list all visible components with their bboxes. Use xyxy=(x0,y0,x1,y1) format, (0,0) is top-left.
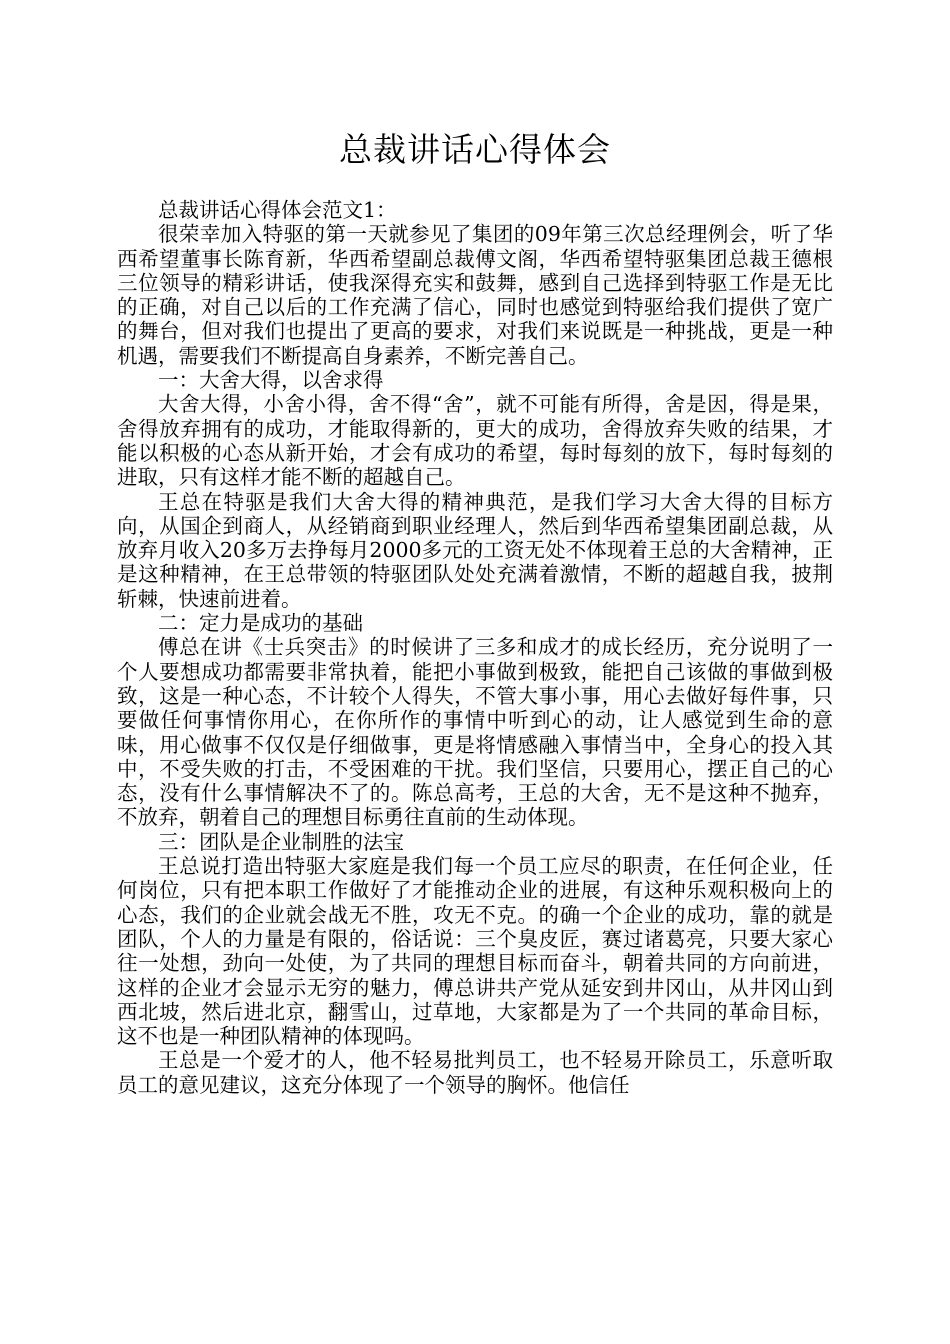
paragraph: 王总在特驱是我们大舍大得的精神典范，是我们学习大舍大得的目标方向，从国企到商人，从经销商到职业经理人，然后到华西希望集团副总裁，从放弃月收入20多万去挣每月2000多元的工资无处不体现着王总的大舍精神，正是这种精神，在王总带领的特驱团队处处充满着激情，不断的超越自我，披荆斩棘，快速前进着。 xyxy=(117,489,833,611)
document-body xyxy=(117,198,833,1097)
paragraph: 王总说打造出特驱大家庭是我们每一个员工应尽的职责，在任何企业，任何岗位，只有把本职工作做好了才能推动企业的进展，有这种乐观积极向上的心态，我们的企业就会战无不胜，攻无不克。的确一个企业的成功，靠的就是团队，个人的力量是有限的，俗话说：三个臭皮匠，赛过诸葛亮，只要大家心往一处想，劲向一处使，为了共同的理想目标而奋斗，朝着共同的方向前进，这样的企业才会显示无穷的魅力，傅总讲共产党从延安到井冈山，从井冈山到西北坡，然后进北京，翻雪山，过草地，大家都是为了一个共同的革命目标，这不也是一种团队精神的体现吗。 xyxy=(117,854,833,1049)
paragraph: 王总是一个爱才的人，他不轻易批判员工，也不轻易开除员工，乐意听取员工的意见建议，这充分体现了一个领导的胸怀。他信任 xyxy=(117,1048,833,1097)
section-heading-3: 三：团队是企业制胜的法宝 xyxy=(158,829,404,854)
section-heading-2: 二：定力是成功的基础 xyxy=(158,611,363,636)
section-heading-1: 一：大舍大得，以舍求得 xyxy=(158,368,384,393)
paragraph-intro-label: 总裁讲话心得体会范文1： xyxy=(158,198,397,222)
paragraph: 大舍大得，小舍小得，舍不得“舍”，就不可能有所得，舍是因，得是果，舍得放弃拥有的成功，才能取得新的，更大的成功，舍得放弃失败的结果，才能以积极的心态从新开始，才会有成功的希望，每时每刻的放下，每时每刻的进取，只有这样才能不断的超越自己。 xyxy=(117,392,833,490)
paragraph: 傅总在讲《士兵突击》的时候讲了三多和成才的成长经历，充分说明了一个人要想成功都需要非常执着，能把小事做到极致，能把自己该做的事做到极致，这是一种心态，不计较个人得失，不管大事小事，用心去做好每件事，只要做任何事情你用心，在你所作的事情中听到心的动，让人感觉到生命的意味，用心做事不仅仅是仔细做事，更是将情感融入事情当中，全身心的投入其中，不受失败的打击，不受困难的干扰。我们坚信，只要用心，摆正自己的心态，没有什么事情解决不了的。陈总高考，王总的大舍，无不是这种不抛弃，不放弃，朝着自己的理想目标勇往直前的生动体现。 xyxy=(117,635,833,830)
paragraph: 很荣幸加入特驱的第一天就参见了集团的09年第三次总经理例会，听了华西希望董事长陈育新，华西希望副总裁傅文阁，华西希望特驱集团总裁王德根三位领导的精彩讲话，使我深得充实和鼓舞，感到自己选择到特驱工作是无比的正确，对自己以后的工作充满了信心，同时也感觉到特驱给我们提供了宽广的舞台，但对我们也提出了更高的要求，对我们来说既是一种挑战，更是一种机遇，需要我们不断提高自身素养，不断完善自己。 xyxy=(117,222,833,368)
document-title: 总裁讲话心得体会 xyxy=(339,130,611,169)
